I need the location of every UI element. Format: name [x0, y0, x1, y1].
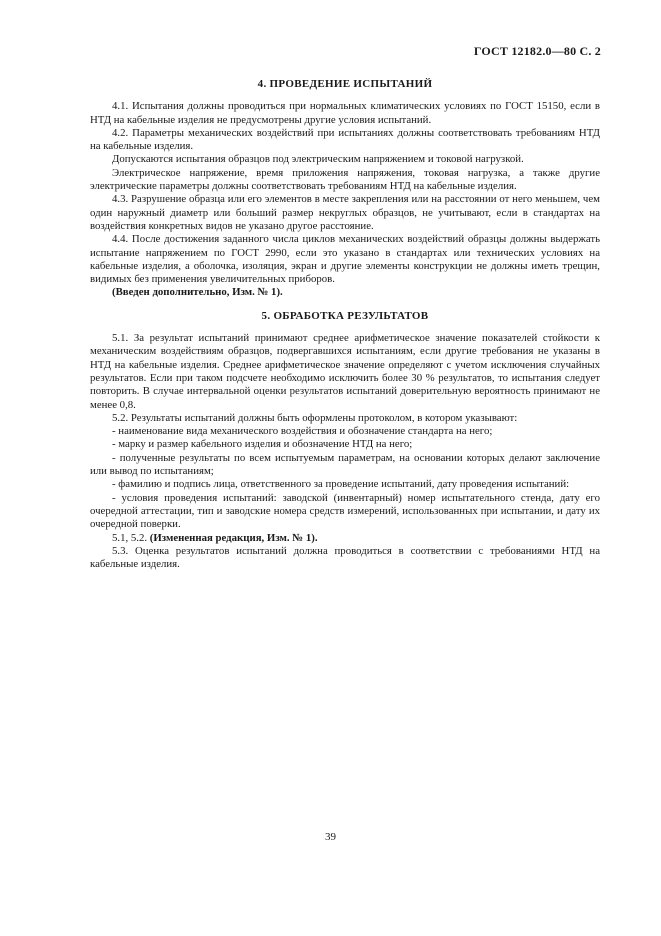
paragraph-4-4: 4.4. После достижения заданного числа циклов механических воздействий образцы должны выдержать испытание напряжением по ГОСТ 2990, если это указано в стандартах или технических условиях на кабельные изделия, а оболочка, изоляция, экран и другие элементы конструкции не должны иметь трещин, видимых без применения увеличительных приборов. — [90, 233, 600, 286]
paragraph-4-2: 4.2. Параметры механических воздействий при испытаниях должны соответствовать требованиям НТД на кабельные изделия. — [90, 126, 600, 153]
amendment-note-section-4: (Введен дополнительно, Изм. № 1). — [112, 286, 283, 299]
document-header: ГОСТ 12182.0—80 С. 2 — [473, 44, 601, 58]
list-item-responsible-person: - фамилию и подпись лица, ответственного за проведение испытаний, дату проведения испытаний: — [112, 478, 570, 491]
list-item-cable-brand: - марку и размер кабельного изделия и обозначение НТД на него; — [112, 438, 413, 451]
section-5-title: 5. ОБРАБОТКА РЕЗУЛЬТАТОВ — [261, 309, 429, 322]
amendment-prefix: 5.1, 5.2. — [112, 531, 148, 544]
paragraph-5-3: 5.3. Оценка результатов испытаний должна проводиться в соответствии с требованиями НТД на кабельные изделия. — [90, 544, 600, 571]
list-item-test-type: - наименование вида механического воздействия и обозначение стандарта на него; — [112, 425, 493, 438]
document-body — [90, 74, 600, 571]
list-item-test-conditions: - условия проведения испытаний: заводской (инвентарный) номер испытательного стенда, дату его очередной аттестации, тип и заводские номера средств измерений, использованных при испытании, и дату их очередной поверки. — [90, 491, 600, 531]
amendment-note-section-5 — [90, 532, 600, 545]
list-item-results: - полученные результаты по всем испытуемым параметрам, на основании которых делают заключение или вывод по испытаниям; — [90, 451, 600, 478]
amendment-text: (Измененная редакция, Изм. № 1). — [149, 531, 318, 544]
paragraph-4-3: 4.3. Разрушение образца или его элементов в месте закрепления или на расстоянии от него меньшем, чем один наружный диаметр или больший размер некруглых образцов, не учитывают, если в стандартах на воздействия конкретных видов не указано другое расстояние. — [90, 193, 600, 232]
paragraph-4-2-voltage: Электрическое напряжение, время приложения напряжения, токовая нагрузка, а также другие электрические параметры должны соответствовать требованиям НТД на кабельные изделия. — [90, 166, 600, 193]
paragraph-5-1: 5.1. За результат испытаний принимают среднее арифметическое значение показателей стойкости к механическим воздействиям образцов, подвергавшихся испытаниям, если другие требования не указаны в НТД на кабельные изделия. Среднее арифметическое значение определяют с учетом исключения случайных результатов. Если при таком подсчете необходимо исключить более 30 % результатов, то испытания следует повторить. В случае интервальной оценки результатов испытаний доверительную вероятность принимают не менее 0,8. — [90, 332, 600, 411]
page-number: 39 — [325, 831, 336, 843]
paragraph-5-2: 5.2. Результаты испытаний должны быть оформлены протоколом, в котором указывают: — [112, 411, 518, 424]
paragraph-4-1: 4.1. Испытания должны проводиться при нормальных климатических условиях по ГОСТ 15150, если в НТД на кабельные изделия не предусмотрены другие условия испытаний. — [90, 100, 600, 126]
paragraph-4-2-load: Допускаются испытания образцов под электрическим напряжением и токовой нагрузкой. — [112, 153, 524, 166]
section-4-title: 4. ПРОВЕДЕНИЕ ИСПЫТАНИЙ — [257, 78, 433, 90]
